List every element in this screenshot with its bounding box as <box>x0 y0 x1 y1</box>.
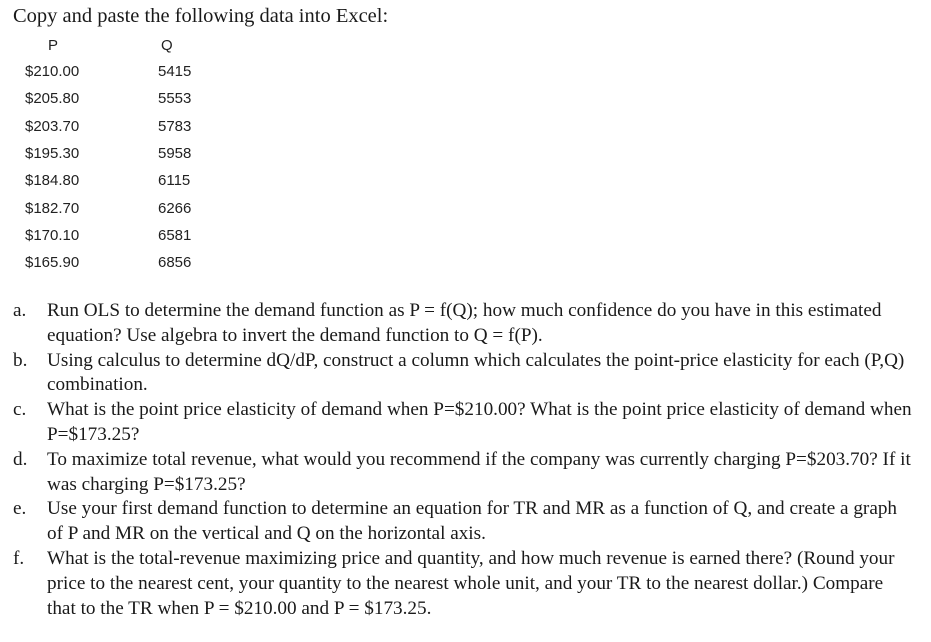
question-text: Using calculus to determine dQ/dP, construct a column which calculates the point-price elasticity for each (P,Q) combination. <box>47 349 905 396</box>
price-cell: $165.90 <box>25 254 80 272</box>
price-cell: $170.10 <box>25 226 80 244</box>
table-header-row <box>20 32 241 58</box>
quantity-cell: 6581 <box>158 226 192 244</box>
question-text: Use your first demand function to determine an equation for TR and MR as a function of Q, and create a graph of P and MR on the vertical and Q on the horizontal axis. <box>47 498 898 545</box>
question-item-a <box>13 299 913 349</box>
question-item-e <box>13 497 913 547</box>
instructions-heading: Copy and paste the following data into Excel: <box>13 5 389 27</box>
question-letter: c. <box>13 399 27 421</box>
question-item-b <box>13 349 913 399</box>
question-letter: b. <box>13 349 28 371</box>
table-row <box>20 249 241 276</box>
question-letter: f. <box>13 547 25 569</box>
column-header-q: Q <box>161 36 173 54</box>
price-cell: $195.30 <box>25 145 80 163</box>
table-row <box>20 222 241 249</box>
quantity-cell: 6266 <box>158 199 192 217</box>
price-cell: $210.00 <box>25 63 80 81</box>
question-letter: a. <box>13 300 27 321</box>
quantity-cell: 5553 <box>158 90 192 108</box>
price-cell: $184.80 <box>25 172 80 190</box>
table-row <box>20 167 241 194</box>
price-cell: $205.80 <box>25 90 80 108</box>
question-list <box>13 299 913 621</box>
question-text: What is the point price elasticity of demand when P=$210.00? What is the point price elasticity of demand when P=$173.25? <box>47 399 912 445</box>
price-quantity-table <box>20 32 241 276</box>
quantity-cell: 6115 <box>158 172 191 190</box>
question-item-c <box>13 398 913 448</box>
question-text: To maximize total revenue, what would you recommend if the company was currently charging P=$203.70? If it was charging P=$173.25? <box>47 448 911 495</box>
table-row <box>20 58 241 85</box>
price-cell: $182.70 <box>25 199 80 217</box>
column-header-p: P <box>48 36 59 54</box>
price-cell: $203.70 <box>25 117 80 135</box>
table-row <box>20 85 241 112</box>
quantity-cell: 5783 <box>158 117 192 135</box>
question-letter: d. <box>13 448 28 470</box>
question-text: Run OLS to determine the demand function as P = f(Q); how much confidence do you have in this estimated equation? Use algebra to invert the demand function to Q = f(P). <box>47 300 882 346</box>
question-letter: e. <box>13 498 27 520</box>
table-row <box>20 113 241 140</box>
question-item-d <box>13 448 913 498</box>
question-item-f <box>13 547 913 621</box>
quantity-cell: 6856 <box>158 254 192 272</box>
quantity-cell: 5958 <box>158 145 192 163</box>
table-row <box>20 140 241 167</box>
question-text: What is the total-revenue maximizing price and quantity, and how much revenue is earned there? (Round your price to the nearest cent, your quantity to the nearest whole unit, and your TR to the nearest dollar.) Compare that to the TR when P = $210.00 and P = $173.25. <box>47 547 895 619</box>
quantity-cell: 5415 <box>158 63 192 81</box>
table-row <box>20 194 241 221</box>
